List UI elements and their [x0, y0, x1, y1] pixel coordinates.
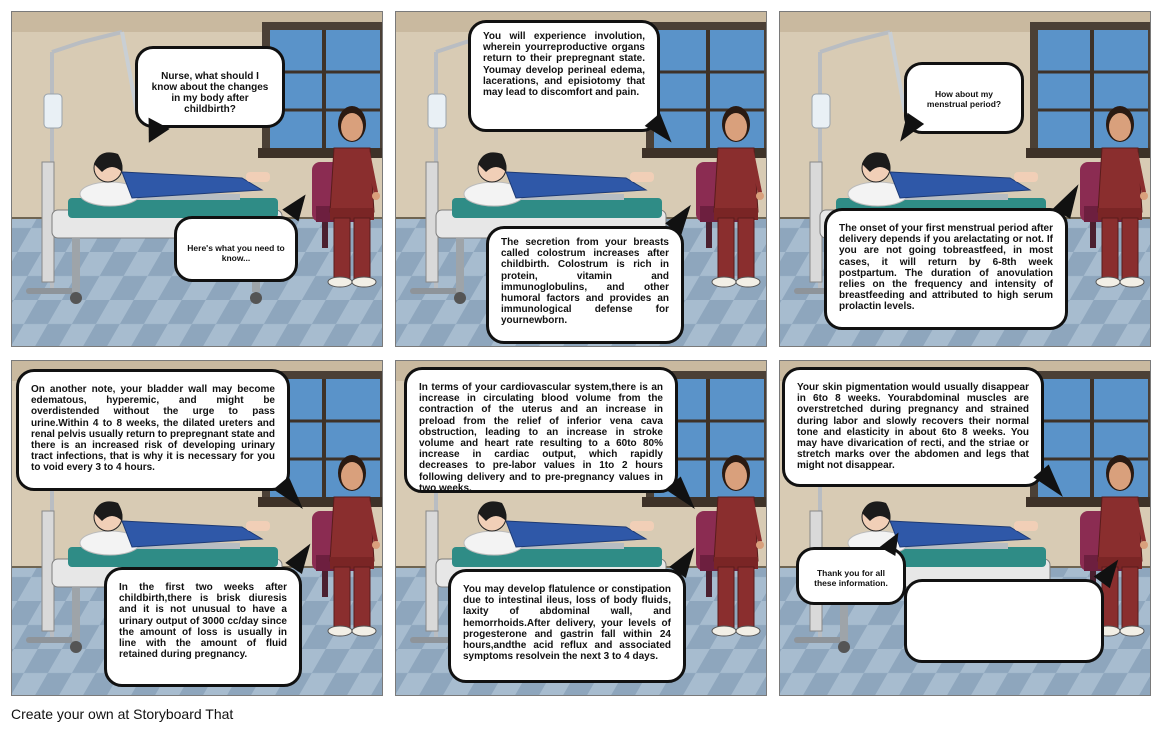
comic-panel-1	[11, 11, 383, 347]
comic-panel-6	[779, 360, 1151, 696]
comic-panel-4	[11, 360, 383, 696]
bubble-text: In the first two weeks after childbirth,there is brisk diuresis and it is not unusual to have a urinary output of 3000 cc/day since the amount of loss is usually in line with the amount of fluid retained during pregnancy.	[119, 582, 287, 661]
bubble-text: Here's what you need to know...	[187, 243, 285, 263]
comic-panel-5	[395, 360, 767, 696]
speech-bubble-patient	[135, 46, 285, 128]
speech-bubble-nurse-top	[404, 367, 678, 493]
bubble-text: Nurse, what should I know about the changes in my body after childbirth?	[151, 71, 269, 115]
bubble-text: How about my menstrual period?	[926, 89, 1002, 109]
bubble-text: Thank you for all these information.	[814, 568, 888, 588]
speech-bubble-nurse	[174, 216, 298, 282]
speech-bubble-nurse-bottom	[486, 226, 684, 344]
speech-bubble-nurse-top	[468, 20, 660, 132]
bubble-text: Your skin pigmentation would usually disappear in 6to 8 weeks. Yourabdominal muscles are overstretched during pregnancy and strained during labor and slowly recovers their normal tone and elasticity in about 6to 8 weeks. You may have divarication of recti, and the striae or stretch marks over the abdomen and legs that might not disappear.	[797, 382, 1029, 472]
bubble-text: On another note, your bladder wall may become edematous, hyperemic, and might be overdistended without the urge to pass urine.Within 4 to 8 weeks, the dilated ureters and renal pelvis usually return to prepregnant state and there is an increased risk of developing urinary tract infections, that is why it is necessary for you to void every 3 to 4 hours.	[31, 384, 275, 474]
bubble-text: The secretion from your breasts called colostrum increases after childbirth. Colostrum is rich in protein, vitamin and immunoglobulins, and other humoral factors and provides an immunological defense for yournewborn.	[501, 237, 669, 327]
speech-bubble-nurse-bottom	[448, 569, 686, 683]
speech-bubble-nurse-bottom	[104, 567, 302, 687]
speech-bubble-nurse	[782, 367, 1044, 487]
speech-bubble-patient	[796, 547, 906, 605]
bubble-text: In terms of your cardiovascular system,there is an increase in circulating blood volume from the contraction of the uterus and an increase in preload from the relief of inferior vena cava obstruction, leading to an increase in stroke volume and heart rate resulting to a 60to 80% increase in cardiac output, which rapidly decreases to pre-labor values in 1to 2 hours following delivery and to pre-pregnancy values in two weeks.	[419, 382, 663, 494]
comic-panel-2	[395, 11, 767, 347]
comic-panel-3	[779, 11, 1151, 347]
speech-bubble-nurse	[824, 208, 1068, 330]
speech-bubble-empty	[904, 579, 1104, 663]
bubble-text: You may develop flatulence or constipation due to intestinal ileus, loss of body fluids, laxity of abdominal wall, and hemorrhoids.After delivery, your levels of progesterone and gastrin fall within 24 hours,andthe acid reflux and associated symptoms resolvein the next 3 to 4 days.	[463, 584, 671, 663]
footer-credit[interactable]: Create your own at Storyboard That	[11, 706, 234, 722]
bubble-text: The onset of your first menstrual period after delivery depends if you arelactating or not. If you are not going tobreastfeed, in most cases, it will return by 6-8th week postpartum. The duration of anovulation relies on the frequency and intensity of breastfeeding and attributed to high serum prolactin levels.	[839, 223, 1053, 313]
bubble-text: You will experience involution, wherein yourreproductive organs return to their prepregnant state. Youmay develop perineal edema, lacerations, and episiotomy that may lead to discomfort and pain.	[483, 31, 645, 99]
speech-bubble-nurse-top	[16, 369, 290, 491]
